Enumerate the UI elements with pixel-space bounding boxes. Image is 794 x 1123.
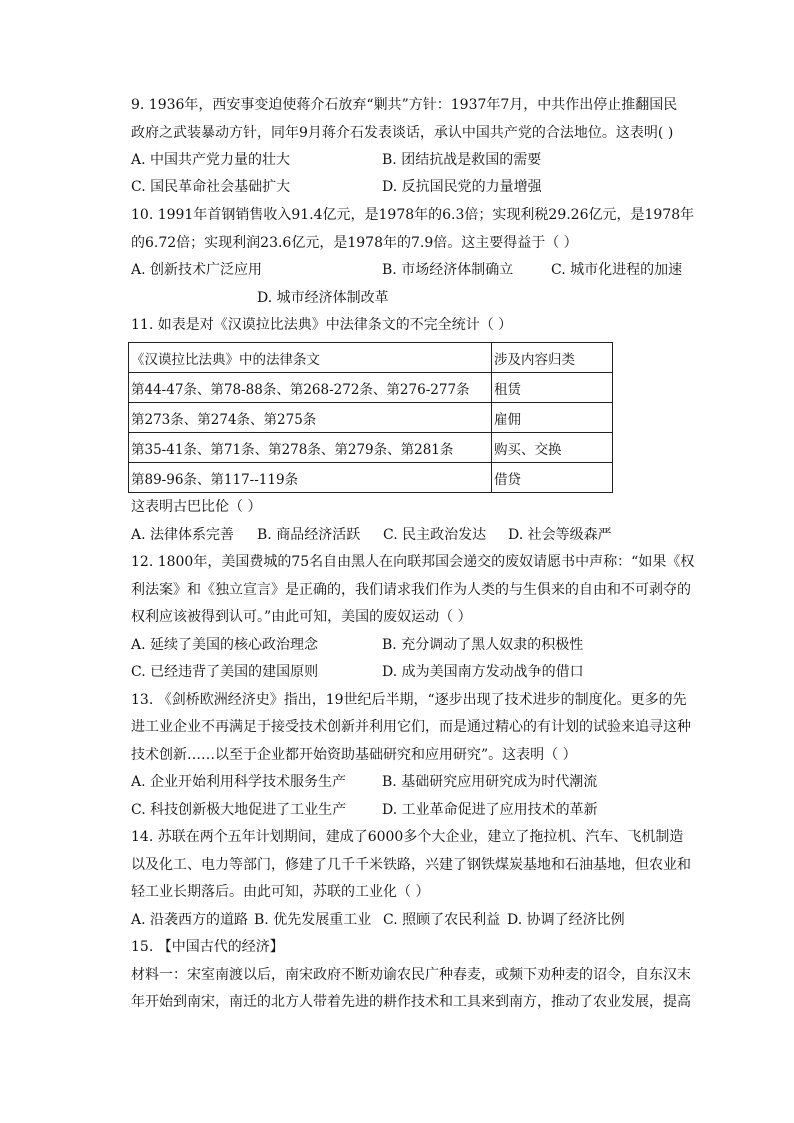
question-12-option-c: C. 已经违背了美国的建国原则 — [131, 664, 319, 680]
question-13-line-1: 13. 《剑桥欧洲经济史》指出，19世纪后半期，“逐步出现了技术进步的制度化。更多的先 — [131, 692, 687, 708]
question-14-option-a: A. 沿袭西方的道路 — [131, 912, 249, 928]
table-cell-articles: 第44-47条、第78-88条、第268-272条、第276-277条 — [129, 373, 492, 403]
question-11-option-a: A. 法律体系完善 — [131, 527, 235, 543]
question-12-option-b: B. 充分调动了黑人奴隶的积极性 — [382, 637, 584, 653]
question-11-option-c: C. 民主政治发达 — [383, 527, 487, 543]
question-12-option-d: D. 成为美国南方发动战争的借口 — [382, 664, 584, 680]
question-12-option-a: A. 延续了美国的核心政治理念 — [131, 637, 319, 653]
question-11-option-d: D. 社会等级森严 — [508, 527, 612, 543]
question-9-option-c: C. 国民革命社会基础扩大 — [131, 179, 291, 195]
table-cell-category: 租赁 — [492, 373, 613, 403]
table-cell-category: 雇佣 — [492, 403, 613, 433]
table-row — [129, 373, 613, 403]
question-10-option-d: D. 城市经济体制改革 — [257, 290, 389, 306]
table-cell-articles: 第35-41条、第71条、第278条、第279条、第281条 — [129, 433, 492, 463]
question-12-line-3: 权利应该被得到认可。”由此可知，美国的废奴运动（ ） — [131, 609, 472, 625]
question-14-line-3: 轻工业长期落后。由此可知，苏联的工业化（ ） — [131, 884, 430, 900]
question-10-line-1: 10. 1991年首钢销售收入91.4亿元，是1978年的6.3倍；实现利税29.26亿元，是1978年 — [131, 207, 695, 223]
question-10-option-c: C. 城市化进程的加速 — [551, 262, 683, 278]
question-10-line-2: 的6.72倍；实现利润23.6亿元，是1978年的7.9倍。这主要得益于（ ） — [131, 235, 578, 251]
question-15-line-3: 年开始到南宋，南迁的北方人带着先进的耕作技术和工具来到南方，推动了农业发展，提高 — [131, 994, 691, 1010]
question-13-option-a: A. 企业开始利用科学技术服务生产 — [131, 774, 347, 790]
question-14-line-1: 14. 苏联在两个五年计划期间，建成了6000多个大企业，建立了拖拉机、汽车、飞机制造 — [131, 829, 684, 845]
table-header-row — [129, 343, 613, 373]
table-cell-category: 购买、交换 — [492, 433, 613, 463]
table-row — [129, 403, 613, 433]
table-header-articles: 《汉谟拉比法典》中的法律条文 — [129, 343, 492, 373]
table-row — [129, 433, 613, 463]
question-10-option-b: B. 市场经济体制确立 — [382, 262, 514, 278]
table-cell-category: 借贷 — [492, 463, 613, 493]
question-13-option-c: C. 科技创新极大地促进了工业生产 — [131, 802, 347, 818]
question-11-line-2: 这表明古巴比伦（ ） — [131, 499, 262, 515]
question-10-option-a: A. 创新技术广泛应用 — [131, 262, 263, 278]
question-14-option-d: D. 协调了经济比例 — [507, 912, 625, 928]
question-13-option-b: B. 基础研究应用研究成为时代潮流 — [382, 774, 598, 790]
question-15-line-2: 材料一：宋室南渡以后，南宋政府不断劝谕农民广种春麦，或频下劝种麦的诏令，自东汉末 — [131, 967, 691, 983]
table-row — [129, 463, 613, 493]
question-15-line-1: 15. 【中国古代的经济】 — [131, 939, 284, 955]
question-13-option-d: D. 工业革命促进了应用技术的革新 — [382, 802, 598, 818]
question-11-line-1: 11. 如表是对《汉谟拉比法典》中法律条文的不完全统计（ ） — [131, 317, 513, 333]
question-9-option-b: B. 团结抗战是救国的需要 — [382, 152, 542, 168]
question-11-option-b: B. 商品经济活跃 — [257, 527, 361, 543]
question-9-line-2: 政府之武装暴动方针，同年9月蒋介石发表谈话，承认中国共产党的合法地位。这表明( ) — [131, 125, 674, 141]
question-13-line-2: 进工业企业不再满足于接受技术创新并利用它们，而是通过精心的有计划的试验来追寻这种 — [131, 719, 691, 735]
question-12-line-1: 12. 1800年，美国费城的75名自由黑人在向联邦国会递交的废奴请愿书中声称：“如果《权 — [131, 554, 695, 570]
question-14-option-b: B. 优先发展重工业 — [254, 912, 372, 928]
table-cell-articles: 第273条、第274条、第275条 — [129, 403, 492, 433]
law-articles-table — [128, 342, 613, 493]
question-13-line-3: 技术创新……以至于企业都开始资助基础研究和应用研究”。这表明（ ） — [131, 747, 577, 763]
question-9-line-1: 9. 1936年，西安事变迫使蒋介石放弃“剿共”方针：1937年7月，中共作出停止推翻国民 — [131, 97, 678, 113]
question-14-line-2: 以及化工、电力等部门，修建了几千千米铁路，兴建了钢铁煤炭基地和石油基地，但农业和 — [131, 857, 691, 873]
table-cell-articles: 第89-96条、第117--119条 — [129, 463, 492, 493]
table-header-category: 涉及内容归类 — [492, 343, 613, 373]
question-9-option-a: A. 中国共产党力量的壮大 — [131, 152, 291, 168]
question-9-option-d: D. 反抗国民党的力量增强 — [382, 179, 542, 195]
question-14-option-c: C. 照顾了农民利益 — [383, 912, 501, 928]
question-12-line-2: 利法案》和《独立宣言》是正确的，我们请求我们作为人类的与生俱来的自由和不可剥夺的 — [131, 582, 691, 598]
